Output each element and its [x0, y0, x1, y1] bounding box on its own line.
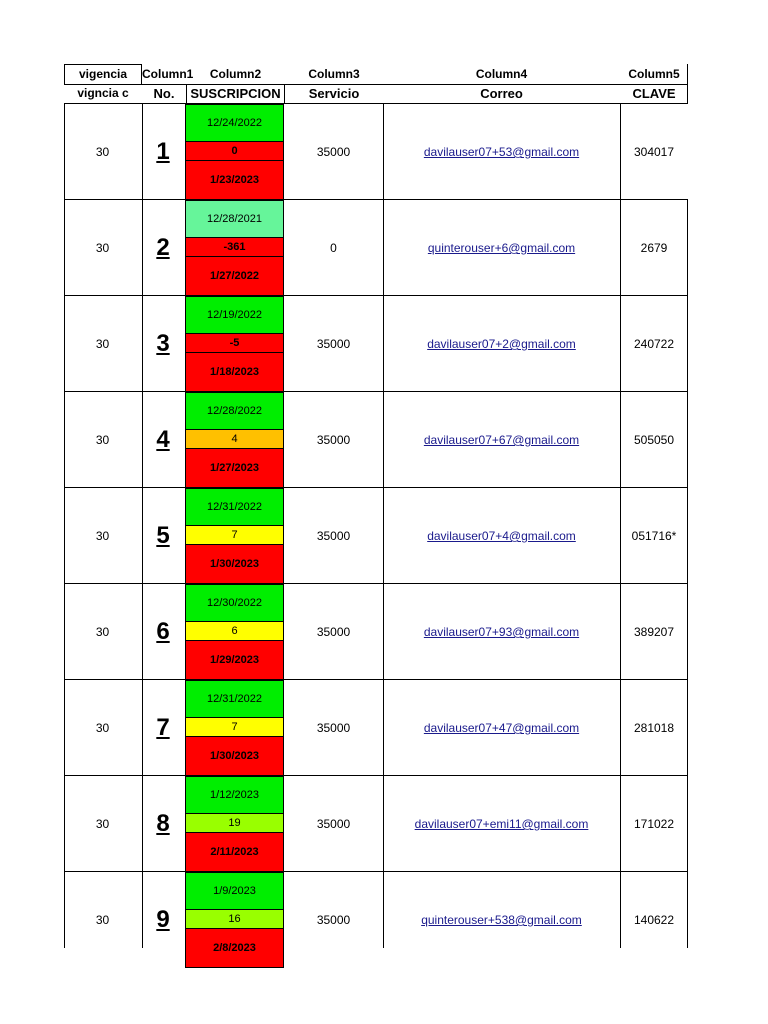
vigencia-cell: 30: [95, 817, 110, 831]
start-date: 12/31/2022: [185, 488, 284, 526]
correo-cell: [383, 872, 620, 968]
header-suscripcion: SUSCRIPCION: [186, 84, 285, 104]
header-column5: Column5: [628, 67, 680, 81]
days-remaining: 7: [185, 718, 284, 737]
correo-cell: [383, 584, 620, 680]
suscripcion-cell: [185, 392, 284, 488]
correo-cell: [383, 296, 620, 392]
header-right-border: [687, 64, 688, 104]
row-number: 5: [156, 522, 170, 549]
days-remaining: 0: [185, 142, 284, 161]
email-link[interactable]: davilauser07+47@gmail.com: [423, 721, 580, 735]
vigencia-cell: 30: [95, 433, 110, 447]
start-date: 12/28/2022: [185, 392, 284, 430]
suscripcion-cell: [185, 872, 284, 968]
clave-cell: 240722: [633, 337, 675, 351]
header-column4: Column4: [475, 67, 528, 81]
days-remaining: 16: [185, 910, 284, 929]
servicio-cell: 35000: [316, 721, 351, 735]
suscripcion-cell: [185, 488, 284, 584]
vigencia-cell: 30: [95, 337, 110, 351]
start-date: 12/30/2022: [185, 584, 284, 622]
start-date: 12/28/2021: [185, 200, 284, 238]
table-row: [64, 392, 688, 488]
end-date: 1/29/2023: [185, 641, 284, 680]
email-link[interactable]: davilauser07+53@gmail.com: [423, 145, 580, 159]
clave-cell: 505050: [633, 433, 675, 447]
row-number: 6: [156, 618, 170, 645]
header-vigencia-c: vigncia c: [77, 86, 129, 100]
email-link[interactable]: quinterouser+6@gmail.com: [427, 241, 576, 255]
vigencia-cell: 30: [95, 529, 110, 543]
email-link[interactable]: davilauser07+67@gmail.com: [423, 433, 580, 447]
header-column1: Column1: [142, 67, 194, 81]
end-date: 2/11/2023: [185, 833, 284, 872]
days-remaining: 4: [185, 430, 284, 449]
table-row: [64, 872, 688, 968]
end-date: 1/30/2023: [185, 737, 284, 776]
header-column2: Column2: [209, 67, 262, 81]
header-no: No.: [153, 86, 175, 101]
end-date: 1/30/2023: [185, 545, 284, 584]
clave-cell: 389207: [633, 625, 675, 639]
table-row: [64, 296, 688, 392]
suscripcion-cell: [185, 584, 284, 680]
servicio-cell: 35000: [316, 529, 351, 543]
vigencia-cell: 30: [95, 145, 110, 159]
start-date: 12/31/2022: [185, 680, 284, 718]
correo-cell: [383, 104, 620, 200]
email-link[interactable]: davilauser07+4@gmail.com: [427, 529, 576, 543]
servicio-cell: 35000: [316, 433, 351, 447]
days-remaining: -361: [185, 238, 284, 257]
clave-cell: 171022: [633, 817, 675, 831]
end-date: 1/18/2023: [185, 353, 284, 392]
servicio-cell: 35000: [316, 817, 351, 831]
vigencia-cell: 30: [95, 913, 110, 927]
suscripcion-cell: [185, 104, 284, 200]
row-number: 9: [156, 906, 170, 933]
days-remaining: -5: [185, 334, 284, 353]
header-vigencia: vigencia: [64, 64, 142, 85]
days-remaining: 19: [185, 814, 284, 833]
start-date: 1/9/2023: [185, 872, 284, 910]
suscripcion-cell: [185, 776, 284, 872]
suscripcion-cell: [185, 680, 284, 776]
vigencia-cell: 30: [95, 721, 110, 735]
servicio-cell: 0: [330, 241, 337, 255]
table-row: [64, 488, 688, 584]
table-row: [64, 776, 688, 872]
table-row: [64, 680, 688, 776]
servicio-cell: 35000: [316, 145, 351, 159]
servicio-cell: 35000: [316, 625, 351, 639]
suscripcion-cell: [185, 296, 284, 392]
clave-cell: 2679: [640, 241, 668, 255]
header-column3: Column3: [308, 67, 360, 81]
servicio-cell: 35000: [316, 913, 351, 927]
row-number: 1: [156, 138, 170, 165]
correo-cell: [383, 488, 620, 584]
table-row: [64, 200, 688, 296]
header-correo: Correo: [480, 86, 523, 101]
clave-cell: 281018: [633, 721, 675, 735]
end-date: 1/23/2023: [185, 161, 284, 200]
end-date: 1/27/2022: [185, 257, 284, 296]
correo-cell: [383, 392, 620, 488]
email-link[interactable]: quinterouser+538@gmail.com: [421, 913, 582, 927]
clave-cell: 051716*: [631, 529, 677, 543]
days-remaining: 7: [185, 526, 284, 545]
end-date: 2/8/2023: [185, 929, 284, 968]
clave-cell: 140622: [633, 913, 675, 927]
email-link[interactable]: davilauser07+93@gmail.com: [423, 625, 580, 639]
clave-cell: 304017: [633, 145, 675, 159]
end-date: 1/27/2023: [185, 449, 284, 488]
start-date: 12/19/2022: [185, 296, 284, 334]
header-clave: CLAVE: [632, 86, 676, 101]
row-number: 4: [156, 426, 170, 453]
row-number: 7: [156, 714, 170, 741]
start-date: 1/12/2023: [185, 776, 284, 814]
correo-cell: [383, 680, 620, 776]
correo-cell: [383, 200, 620, 296]
row-number: 8: [156, 810, 170, 837]
vigencia-cell: 30: [95, 625, 110, 639]
days-remaining: 6: [185, 622, 284, 641]
email-link[interactable]: davilauser07+2@gmail.com: [427, 337, 576, 351]
row-number: 3: [156, 330, 170, 357]
vigencia-cell: 30: [95, 241, 110, 255]
suscripcion-cell: [185, 200, 284, 296]
start-date: 12/24/2022: [185, 104, 284, 142]
email-link[interactable]: davilauser07+emi11@gmail.com: [414, 817, 589, 831]
table-row: [64, 104, 688, 200]
row-number: 2: [156, 234, 170, 261]
servicio-cell: 35000: [316, 337, 351, 351]
correo-cell: [383, 776, 620, 872]
table-row: [64, 584, 688, 680]
header-servicio: Servicio: [308, 86, 360, 101]
